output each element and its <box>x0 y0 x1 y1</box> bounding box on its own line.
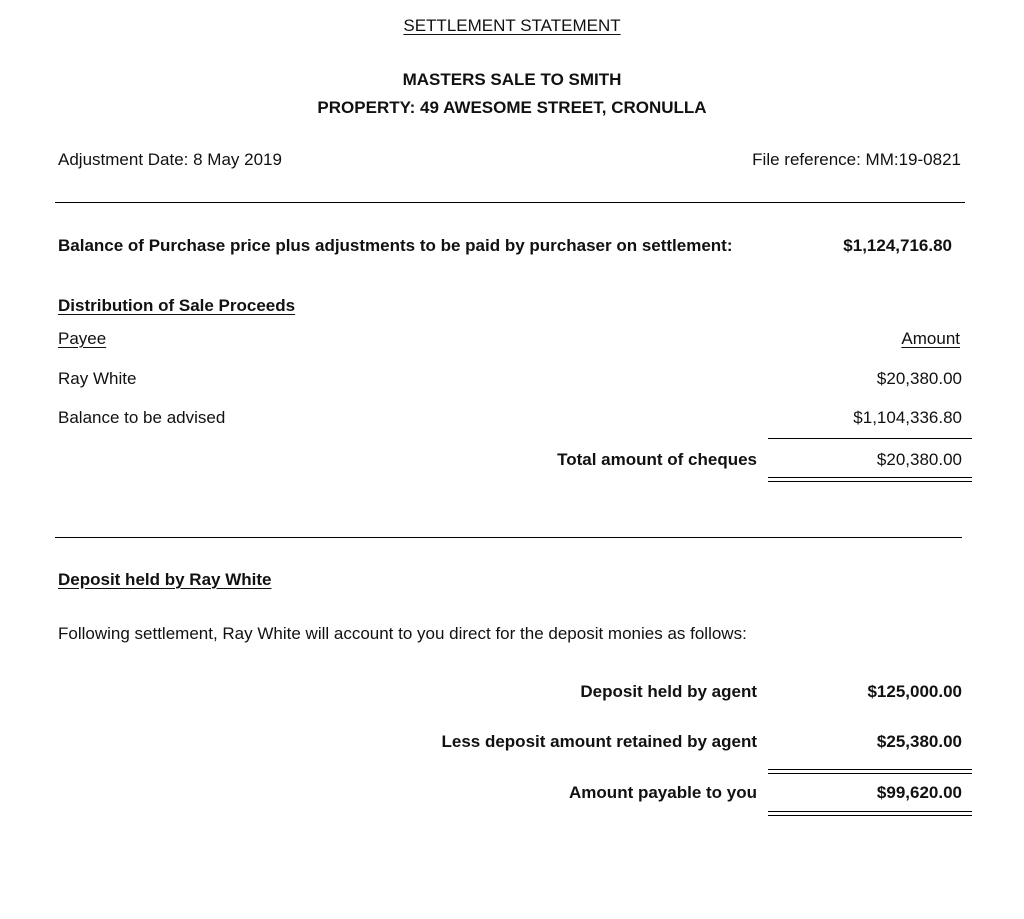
balance-amount: $1,124,716.80 <box>843 236 952 255</box>
payee-ray-white: Ray White <box>58 369 137 388</box>
amount-payable-label: Amount payable to you <box>569 783 757 802</box>
deposit-retained-amount: $25,380.00 <box>876 732 962 751</box>
subtotal-line <box>768 438 972 439</box>
total-double-line <box>768 477 972 482</box>
divider-middle <box>55 537 962 538</box>
deposit-intro: Following settlement, Ray White will account to you direct for the deposit monies as follows: <box>58 624 747 643</box>
adjustment-date: Adjustment Date: 8 May 2019 <box>58 150 282 169</box>
document-title: SETTLEMENT STATEMENT <box>403 16 621 35</box>
parties-line: MASTERS SALE TO SMITH <box>402 70 622 89</box>
distribution-heading: Distribution of Sale Proceeds <box>58 296 296 315</box>
deposit-held-amount: $125,000.00 <box>867 682 962 701</box>
total-cheques-label: Total amount of cheques <box>557 450 757 469</box>
file-reference: File reference: MM:19-0821 <box>752 150 961 169</box>
payee-ray-white-amount: $20,380.00 <box>876 369 962 388</box>
deposit-held-label: Deposit held by agent <box>580 682 757 701</box>
payee-column-header: Payee <box>58 329 107 348</box>
payee-balance: Balance to be advised <box>58 408 226 427</box>
property-line: PROPERTY: 49 AWESOME STREET, CRONULLA <box>317 98 707 117</box>
amount-column-header: Amount <box>901 329 960 348</box>
deposit-double-line-bottom <box>768 811 972 816</box>
deposit-retained-label: Less deposit amount retained by agent <box>441 732 757 751</box>
deposit-double-line-top <box>768 769 972 774</box>
divider-top <box>55 202 965 203</box>
balance-label: Balance of Purchase price plus adjustments to be paid by purchaser on settlement: <box>58 236 733 255</box>
total-cheques-amount: $20,380.00 <box>876 450 962 469</box>
payee-balance-amount: $1,104,336.80 <box>853 408 962 427</box>
amount-payable-amount: $99,620.00 <box>876 783 962 802</box>
deposit-heading: Deposit held by Ray White <box>58 570 272 589</box>
